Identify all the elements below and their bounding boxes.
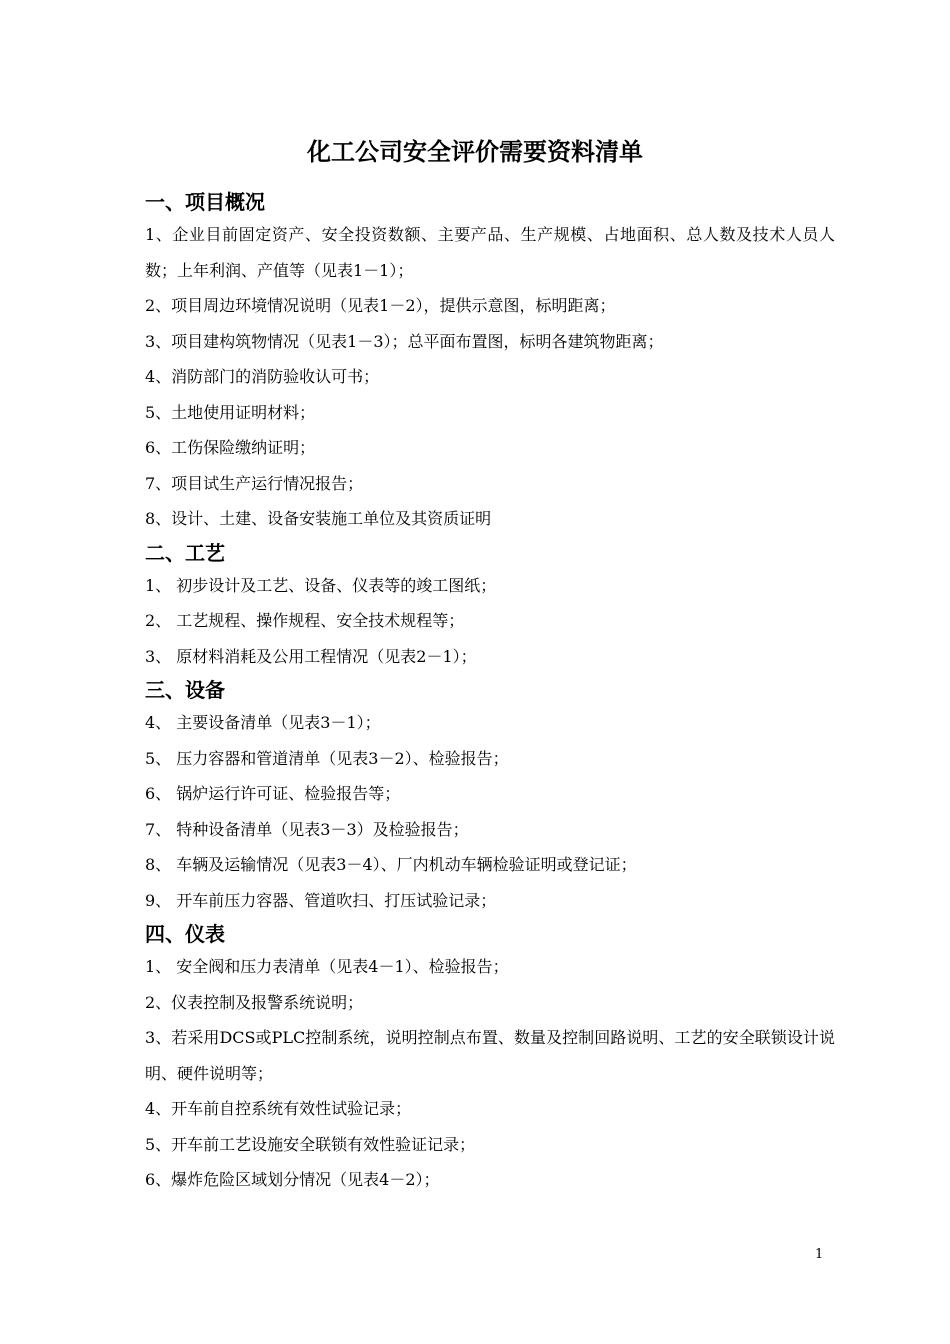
list-item: 1、 初步设计及工艺、设备、仪表等的竣工图纸；: [145, 575, 497, 595]
section-equipment: [145, 675, 835, 918]
section-heading: 四、仪表: [145, 922, 225, 946]
list-item: 6、工伤保险缴纳证明；: [145, 438, 316, 457]
list-item: 6、 锅炉运行许可证、检验报告等；: [145, 784, 401, 803]
list-item: 4、开车前自控系统有效性试验记录；: [145, 1099, 412, 1118]
section-heading: 三、设备: [145, 678, 225, 702]
list-item: 8、设计、土建、设备安装施工单位及其资质证明: [145, 509, 492, 528]
list-item: 6、爆炸危险区域划分情况（见表4－2）；: [145, 1170, 440, 1189]
list-item: 2、 工艺规程、操作规程、安全技术规程等；: [145, 611, 465, 630]
section-heading: 二、工艺: [145, 540, 225, 565]
list-item: 2、仪表控制及报警系统说明；: [145, 992, 364, 1012]
page-number: 1: [815, 1247, 824, 1262]
list-item: 3、 原材料消耗及公用工程情况（见表2－1）；: [145, 646, 477, 666]
list-item: 5、 压力容器和管道清单（见表3－2）、检验报告；: [145, 748, 509, 768]
section-project-overview: [145, 187, 835, 537]
list-item: 4、消防部门的消防验收认可书；: [145, 367, 380, 386]
list-item: 8、 车辆及运输情况（见表3－4）、厂内机动车辆检验证明或登记证；: [145, 855, 637, 874]
page-title: 化工公司安全评价需要资料清单: [307, 138, 643, 166]
section-heading: 一、项目概况: [145, 190, 265, 214]
list-item: 3、若采用DCS或PLC控制系统，说明控制点布置、数量及控制回路说明、工艺的安全联锁设计说明、硬件说明等；: [145, 1028, 835, 1083]
list-item: 5、开车前工艺设施安全联锁有效性验证记录；: [145, 1134, 476, 1154]
list-item: 7、项目试生产运行情况报告；: [145, 473, 364, 493]
list-item: 1、企业目前固定资产、安全投资数额、主要产品、生产规模、占地面积、总人数及技术人员人数；上年利润、产值等（见表1－1）；: [145, 225, 835, 280]
document-body: [145, 186, 835, 1198]
section-process: [145, 538, 835, 675]
list-item: 2、项目周边环境情况说明（见表1－2），提供示意图，标明距离；: [145, 296, 616, 315]
section-instruments: [145, 919, 835, 1198]
list-item: 1、 安全阀和压力表清单（见表4－1）、检验报告；: [145, 957, 509, 976]
list-item: 4、 主要设备清单（见表3－1）；: [145, 713, 381, 732]
list-item: 3、项目建构筑物情况（见表1－3）；总平面布置图，标明各建筑物距离；: [145, 331, 664, 351]
list-item: 9、 开车前压力容器、管道吹扫、打压试验记录；: [145, 890, 497, 910]
list-item: 5、土地使用证明材料；: [145, 402, 316, 422]
list-item: 7、 特种设备清单（见表3－3）及检验报告；: [145, 819, 469, 839]
